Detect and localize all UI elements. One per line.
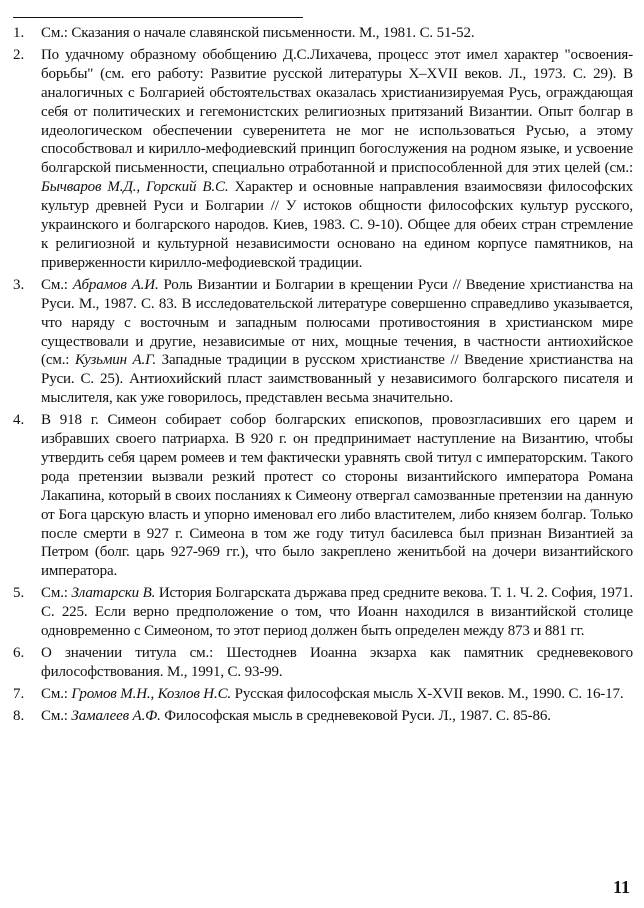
- footnote-6: [13, 644, 633, 682]
- footnote-text-part: В 918 г. Симеон собирает собор болгарских епископов, провозгласивших его царем и избравших своего патриарха. В 920 г. он предпринимает наступление на Византию, чтобы утвердить себя царем ромеев и тем фактически уравнять свой титул с императорским. Такого рода претензии вызвали резкий протест со стороны византийского императора Романа Лакапина, который в своих посланиях к Симеону отвергал самозванные претензии на данную от Бога царскую власть и упорно именовал его либо властителем, либо князем болгар. Только после смерти в 927 г. Симеона в том же году титул басилевса был признан Византией за Петром (болг. царь 927-969 гг.), что было закреплено женитьбой на дочери византийского императора.: [41, 412, 633, 580]
- footnote-text-part: Характер и основные направления взаимосвязи философских культур древней Руси и Болгарии // У истоков общности философских культур русского, украинского и болгарского народов. Киев, 1983. С. 9-10). Общее для обеих стран стремление к религиозной и культурной независимости основано на едином корпусе памятников, на приверженности кирилло-мефодиевской традиции.: [41, 179, 634, 271]
- author-citation: Кузьмин А.Г.: [74, 352, 157, 369]
- footnote-number: 8.: [13, 707, 25, 724]
- footnote-text: [41, 685, 633, 704]
- footnote-text-part: Западные традиции в русском христианстве // Введение христианства на Руси. С. 25). Антиохийский пласт заимствованный у независимого болгарского писателя и мыслителя, как уже говорилось, представлен весьма значительно.: [41, 352, 633, 407]
- footnote-text: [41, 644, 633, 682]
- footnote-1: [13, 24, 633, 43]
- footnote-3: [13, 276, 633, 408]
- author-citation: Замалеев А.Ф.: [71, 707, 161, 724]
- footnote-text: [41, 46, 633, 273]
- author-citation: Громов М.Н., Козлов Н.С.: [71, 685, 232, 702]
- footnote-text-part: См.:: [41, 276, 73, 293]
- footnote-number: 3.: [13, 276, 25, 293]
- author-citation: Бычваров М.Д., Горский В.С.: [41, 179, 229, 196]
- author-citation: Абрамов А.И.: [72, 276, 159, 293]
- footnote-text-part: История Болгарската държава пред средните векова. Т. 1. Ч. 2. София, 1971. С. 225. Если верно предположение о том, что Иоанн находился в византийской столице одновременно с Симеоном, то этот период должен быть определен между 873 и 881 гг.: [41, 585, 633, 640]
- footnote-text: [41, 276, 633, 408]
- footnote-number: 6.: [13, 645, 25, 661]
- page-number: 11: [612, 877, 630, 897]
- footnote-separator-rule: [13, 17, 303, 18]
- footnote-4: [13, 411, 633, 581]
- footnotes-list: [13, 24, 633, 729]
- footnote-text: [41, 24, 633, 43]
- footnote-number: 7.: [13, 685, 25, 702]
- footnote-text-part: О значении титула см.: Шестоднев Иоанна экзарха как памятник средневекового философствования. М., 1991, С. 93-99.: [41, 645, 633, 680]
- footnote-8: [13, 707, 633, 726]
- footnote-number: 1.: [13, 25, 25, 41]
- footnote-text-part: По удачному образному обобщению Д.С.Лихачева, процесс этот имел характер "освоения-борьбы" (см. его работу: Развитие русской литературы X–XVII веков. Л., 1973. С. 29). В аналогичных с Болгарией обстоятельствах оказалась христианизируемая Русь, ограждающая себя от политических и гегемонистских религиозных притязаний Византии. Опыт болгар в идеологическом обеспечении суверенитета не мог не использоваться Русью, а этому способствовал и кирилло-мефодиевский принцип богослужения на родном языке, и усвоение болгарской письменности, специально отработанной и приспособленной для этих целей (см.:: [41, 46, 633, 177]
- footnote-7: [13, 685, 633, 704]
- footnote-text-part: Философская мысль в средневековой Руси. Л., 1987. С. 85-86.: [160, 707, 551, 724]
- footnote-text-part: Роль Византии и Болгарии в крещении Руси // Введение христианства на Руси. М., 1987. С. 83. В исследовательской литературе совершенно справедливо указывается, что наряду с восточным и западным полюсами противостояния в христианском мире существовали и другие, независимые от них, мощные течения, в частности антиохийское (см.:: [41, 276, 634, 369]
- footnote-5: [13, 584, 633, 641]
- footnote-number: 4.: [13, 412, 25, 429]
- footnote-number: 5.: [13, 585, 25, 602]
- footnote-number: 2.: [13, 46, 25, 63]
- footnote-text: [41, 707, 633, 726]
- footnote-text-part: См.:: [41, 585, 72, 602]
- footnote-text-part: Русская философская мысль X-XVII веков. М., 1990. С. 16-17.: [231, 685, 624, 702]
- footnote-text-part: См.:: [41, 685, 72, 702]
- footnote-text: [41, 411, 633, 581]
- footnote-text-part: См.:: [41, 707, 72, 724]
- footnote-text-part: См.: Сказания о начале славянской письменности. М., 1981. С. 51-52.: [41, 25, 475, 41]
- author-citation: Златарски В.: [71, 585, 156, 602]
- footnote-2: [13, 46, 633, 273]
- footnote-text: [41, 584, 633, 641]
